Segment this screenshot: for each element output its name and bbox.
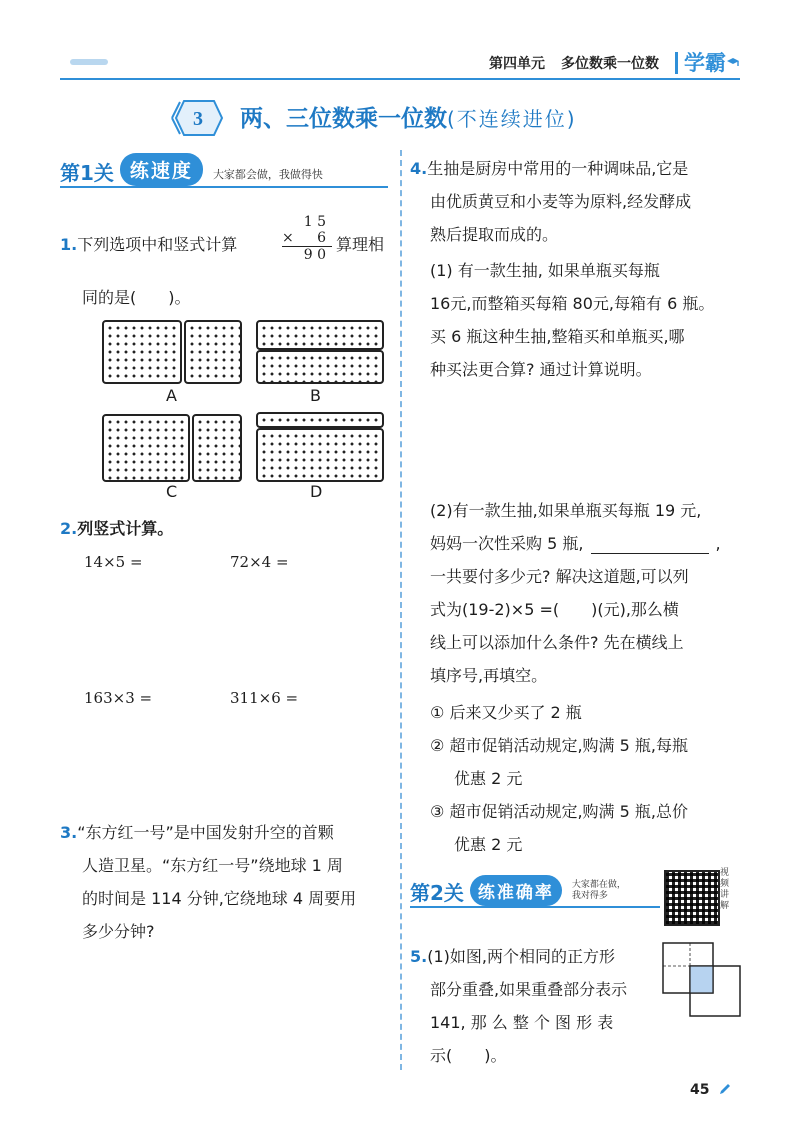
q4-part1-line-2: 16元,而整箱买每箱 80元,每箱有 6 瓶。 (430, 294, 715, 313)
q4-part2-rest-2: 式为(19-2)×5 =( )(元),那么横 (430, 600, 679, 619)
section1-level: 第1关 (60, 161, 114, 185)
option-c-label: C (166, 482, 178, 501)
option-b-label: B (310, 386, 321, 405)
q5-line-1: (1)如图,两个相同的正方形 (427, 947, 615, 966)
option-c-grid-left (102, 414, 190, 482)
q1-vertical-calc (282, 214, 332, 263)
option-a-grid-right (184, 320, 242, 384)
q1-number: 1. (60, 235, 78, 254)
q4-part2-line-2b: , (715, 534, 721, 553)
question-4-intro (410, 152, 746, 251)
lesson-number: 3 (193, 108, 203, 130)
q1-times-sign: × (282, 230, 294, 246)
q4-intro-1: 生抽是厨房中常用的一种调味品,它是 (427, 159, 689, 178)
question-3 (60, 816, 396, 948)
q5-line-3: 141, 那 么 整 个 图 形 表 (430, 1013, 614, 1032)
option-d-grid-top (256, 412, 384, 428)
q2-expr-1: 14×5 = (84, 553, 143, 571)
q4-choice-1: ① 后来又少买了 2 瓶 (430, 703, 582, 722)
q4-part-2 (430, 494, 746, 692)
q4-choices (430, 696, 746, 861)
option-c-grid-right (192, 414, 242, 482)
q1-text-b: 算理相 (336, 235, 385, 254)
q1-vertical-result: 9 0 (282, 246, 332, 263)
q4-part1-line-4: 种买法更合算? 通过计算说明。 (430, 360, 652, 379)
q5-line-4: 示( )。 (430, 1046, 507, 1065)
q4-condition-blank[interactable] (591, 531, 709, 554)
overlap-region (690, 966, 713, 993)
q4-number: 4. (410, 159, 428, 178)
section1-name: 练速度 (120, 153, 203, 186)
brand-logo: 学霸 (675, 52, 740, 74)
section2-level: 第2关 (410, 881, 464, 905)
q5-line-2: 部分重叠,如果重叠部分表示 (430, 980, 628, 999)
q4-choice-2: ② 超市促销活动规定,购满 5 瓶,每瓶 (430, 736, 688, 755)
lesson-subtitle: (不连续进位) (447, 107, 577, 131)
q2-expr-3: 163×3 = (84, 689, 153, 707)
q1-text-c: 同的是( )。 (82, 288, 191, 307)
pencil-icon (718, 1082, 732, 1096)
q4-part2-rest-3: 线上可以添加什么条件? 先在横线上 (430, 633, 684, 652)
q4-choice-2-cont: 优惠 2 元 (454, 769, 523, 788)
section1-note: 大家都会做，我做得快 (212, 168, 323, 181)
q4-part2-line-2a: 妈妈一次性采购 5 瓶, (430, 534, 584, 553)
option-b-grid-top (256, 320, 384, 350)
q4-part-1 (430, 254, 746, 386)
q1-vertical-bottom: 6 (317, 230, 326, 246)
q2-title: 列竖式计算。 (77, 519, 174, 538)
unit-label: 第四单元 (489, 56, 545, 72)
q4-part1-line-3: 买 6 瓶这种生抽,整箱买和单瓶买,哪 (430, 327, 685, 346)
q4-choice-3-cont: 优惠 2 元 (454, 835, 523, 854)
q3-line-2: 人造卫星。“东方红一号”绕地球 1 周 (82, 856, 343, 875)
section2-note: 大家都在做，我对得多 (571, 880, 626, 901)
q4-part2-rest-4: 填序号,再填空。 (430, 666, 548, 685)
running-header (489, 50, 740, 76)
option-a-label: A (166, 386, 177, 405)
q4-part1-line-1: (1) 有一款生抽, 如果单瓶买每瓶 (430, 261, 660, 280)
q1-vertical-top: 1 5 (303, 214, 326, 230)
option-d-label: D (310, 482, 323, 501)
q4-part2-line-1: (2)有一款生抽,如果单瓶买每瓶 19 元, (430, 501, 702, 520)
q4-intro-2: 由优质黄豆和小麦等为原料,经发酵成 (430, 192, 692, 211)
header-rule (60, 78, 740, 80)
option-b-grid-bottom (256, 350, 384, 384)
qr-label: 视频讲解 (720, 868, 730, 911)
question-2 (60, 512, 173, 545)
q2-expr-2: 72×4 = (230, 553, 289, 571)
option-d-grid-bottom (256, 428, 384, 482)
header-decoration (70, 59, 108, 65)
lesson-title: 两、三位数乘一位数(不连续进位) (240, 106, 577, 132)
q2-number: 2. (60, 519, 78, 538)
q3-number: 3. (60, 823, 78, 842)
q4-intro-3: 熟后提取而成的。 (430, 225, 559, 244)
question-5 (410, 940, 660, 1072)
section2-name: 练准确率 (470, 875, 562, 906)
q3-line-1: “东方红一号”是中国发射升空的首颗 (77, 823, 334, 842)
lesson-number-badge (170, 98, 224, 138)
section1-underline (60, 186, 388, 188)
section1-header (60, 150, 388, 188)
option-a-grid-left (102, 320, 182, 384)
q3-line-3: 的时间是 114 分钟,它绕地球 4 周要用 (82, 889, 357, 908)
q3-line-4: 多少分钟? (82, 922, 155, 941)
q4-part2-rest-1: 一共要付多少元? 解决这道题,可以列 (430, 567, 689, 586)
section2-underline (410, 906, 660, 908)
q1-text-a: 下列选项中和竖式计算 (77, 235, 238, 254)
section2-header (410, 870, 660, 908)
q2-expr-4: 311×6 = (230, 689, 299, 707)
q5-number: 5. (410, 947, 428, 966)
qr-code-icon[interactable] (664, 870, 720, 926)
graduation-cap-icon (726, 56, 740, 70)
column-divider (400, 150, 402, 1070)
q4-choice-3: ③ 超市促销活动规定,购满 5 瓶,总价 (430, 802, 688, 821)
page-number: 45 (690, 1082, 732, 1098)
overlapping-squares-figure (662, 942, 742, 1022)
topic-label: 多位数乘一位数 (561, 56, 659, 72)
